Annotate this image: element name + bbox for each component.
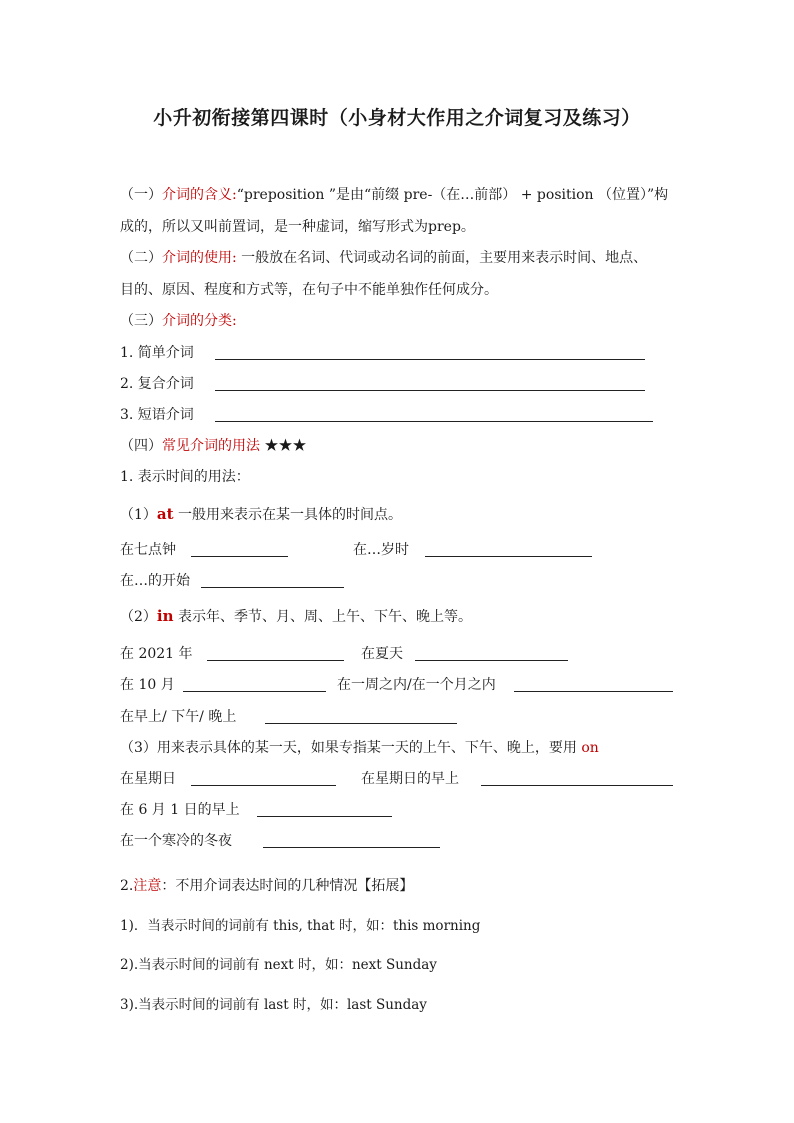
section-3-heading: 介词的分类: [162,313,237,329]
point-3-line [120,739,599,757]
exercise-label: 在一个寒冷的冬夜 [120,833,232,849]
exercise-label: 在七点钟 [120,542,176,558]
exercise-label: 在早上/ 下午/ 晚上 [120,709,237,725]
point-1-line [120,505,402,524]
exercise-label: 在星期日的早上 [361,771,459,787]
section-1-number: （一） [120,187,162,203]
answer-blank[interactable] [191,770,336,786]
keyword-at: at [156,505,174,523]
section-1-text-1: “preposition ”是由“前缀 pre-（在…前部） + position （位置）”构 [236,187,669,203]
note-number: 2. [120,878,134,894]
answer-blank[interactable] [265,708,457,724]
section-3-heading-line [120,312,237,330]
list-item-label: 3. 短语介词 [120,407,194,423]
exercise-label: 在…岁时 [353,542,409,558]
note-heading: 注意 [133,878,162,894]
section-1-line-1 [120,186,668,204]
point-1-number: （1） [120,507,157,523]
list-item [120,344,194,362]
point-1-text: 一般用来表示在某一具体的时间点。 [173,507,403,523]
list-item [120,406,194,424]
section-2-text-1: 一般放在名词、代词或动名词的前面，主要用来表示时间、地点、 [236,250,648,266]
answer-blank[interactable] [514,676,673,692]
section-1-heading: 介词的含义: [162,187,237,203]
note-text: ：不用介词表达时间的几种情况【拓展】 [161,878,414,894]
page-title: 小升初衔接第四课时（小身材大作用之介词复习及练习） [153,107,641,129]
answer-blank[interactable] [263,832,440,848]
answer-blank[interactable] [201,572,344,588]
exercise-label: 在 2021 年 [120,646,193,662]
section-4-heading: 常见介词的用法 [162,438,260,454]
answer-blank[interactable] [481,770,673,786]
list-item: 2).当表示时间的词前有 next 时，如：next Sunday [120,957,437,973]
exercise-label: 在 10 月 [120,677,175,693]
answer-blank[interactable] [425,541,592,557]
list-item-label: 2. 复合介词 [120,376,194,392]
list-item: 1)．当表示时间的词前有 this, that 时，如：this morning [120,918,481,934]
exercise-label: 在 6 月 1 日的早上 [120,802,240,818]
exercise-label: 在…的开始 [120,573,190,589]
star-icon: ★★★ [260,438,307,454]
answer-blank[interactable] [215,375,645,391]
note-heading-line [120,877,413,895]
keyword-on: on [576,740,599,756]
answer-blank[interactable] [257,801,392,817]
answer-blank[interactable] [183,676,326,692]
section-2-line-1 [120,249,647,267]
point-3-text: （3）用来表示具体的某一天，如果专指某一天的上午、下午、晚上，要用 [120,740,577,756]
point-2-number: （2） [120,609,157,625]
answer-blank[interactable] [191,541,288,557]
point-2-line [120,607,472,626]
section-2-number: （二） [120,250,162,266]
list-item: 3).当表示时间的词前有 last 时，如：last Sunday [120,997,427,1013]
list-item-label: 1. 简单介词 [120,345,194,361]
subsection-title: 1. 表示时间的用法： [120,469,250,485]
exercise-label: 在星期日 [120,771,176,787]
section-4-number: （四） [120,438,162,454]
list-item [120,375,194,393]
answer-blank[interactable] [207,645,344,661]
section-1-line-2: 成的，所以又叫前置词，是一种虚词，缩写形式为prep。 [120,219,475,235]
section-2-line-2: 目的、原因、程度和方式等，在句子中不能单独作任何成分。 [120,282,498,298]
answer-blank[interactable] [215,406,653,422]
section-2-heading: 介词的使用: [162,250,237,266]
section-3-number: （三） [120,313,162,329]
section-4-heading-line [120,437,306,455]
exercise-label: 在夏天 [361,646,403,662]
exercise-label: 在一周之内/在一个月之内 [337,677,496,693]
point-2-text: 表示年、季节、月、周、上午、下午、晚上等。 [173,609,472,625]
keyword-in: in [156,607,174,625]
answer-blank[interactable] [415,645,568,661]
answer-blank[interactable] [215,344,645,360]
